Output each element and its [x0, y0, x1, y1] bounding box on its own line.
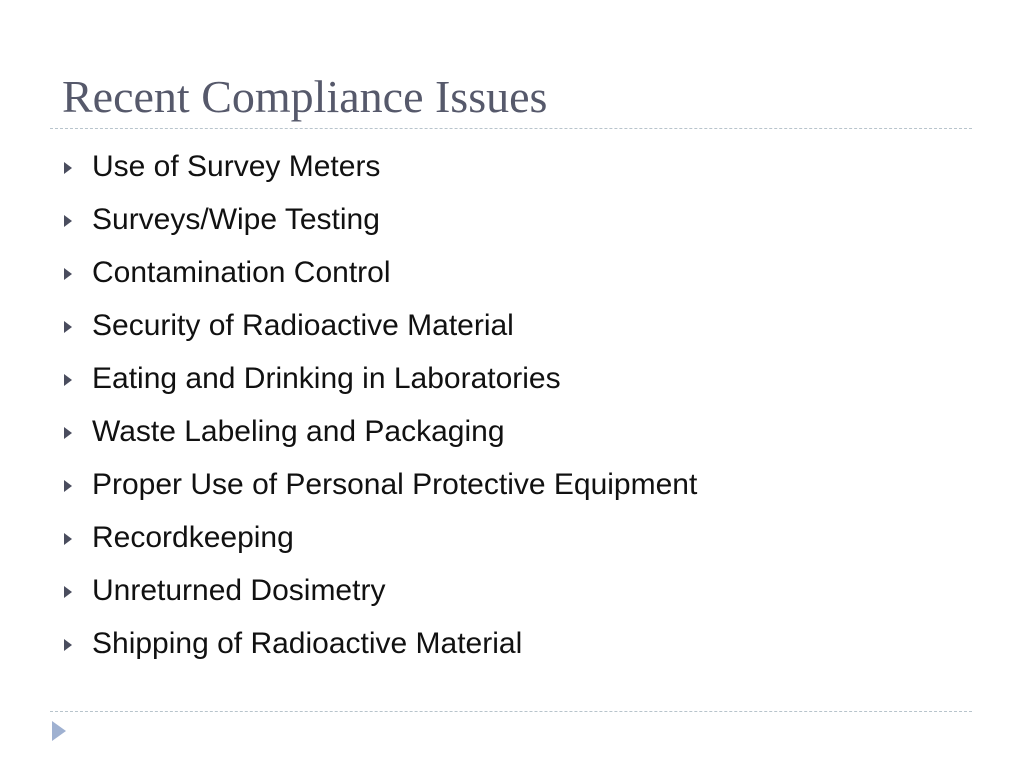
triangle-right-icon	[64, 215, 72, 227]
triangle-right-icon	[64, 321, 72, 333]
bullet-item	[64, 617, 697, 670]
bullet-text: Proper Use of Personal Protective Equipment	[92, 467, 698, 501]
bullet-item	[64, 140, 697, 193]
triangle-right-icon	[64, 639, 72, 651]
slide-title: Recent Compliance Issues	[62, 71, 548, 122]
bullet-text: Shipping of Radioactive Material	[92, 626, 523, 660]
triangle-right-icon	[64, 268, 72, 280]
bullet-item	[64, 511, 697, 564]
triangle-right-icon	[64, 586, 72, 598]
bullet-item	[64, 193, 697, 246]
bullet-text: Contamination Control	[92, 255, 391, 289]
bullet-item	[64, 458, 697, 511]
bullet-text: Waste Labeling and Packaging	[92, 414, 505, 448]
triangle-right-icon	[64, 162, 72, 174]
bullet-text: Recordkeeping	[92, 520, 294, 554]
bullet-item	[64, 246, 697, 299]
triangle-right-icon	[64, 427, 72, 439]
bullet-text: Surveys/Wipe Testing	[92, 202, 380, 236]
bullet-item	[64, 352, 697, 405]
bullet-list	[64, 140, 697, 670]
next-slide-arrow-icon[interactable]	[52, 721, 66, 741]
triangle-right-icon	[64, 374, 72, 386]
bullet-item	[64, 564, 697, 617]
triangle-right-icon	[64, 533, 72, 545]
footer-divider	[50, 711, 972, 712]
bullet-text: Security of Radioactive Material	[92, 308, 514, 342]
bullet-text: Use of Survey Meters	[92, 149, 381, 183]
bullet-text: Unreturned Dosimetry	[92, 573, 386, 607]
bullet-text: Eating and Drinking in Laboratories	[92, 361, 561, 395]
bullet-item	[64, 405, 697, 458]
bullet-item	[64, 299, 697, 352]
triangle-right-icon	[64, 480, 72, 492]
title-divider	[50, 128, 972, 129]
